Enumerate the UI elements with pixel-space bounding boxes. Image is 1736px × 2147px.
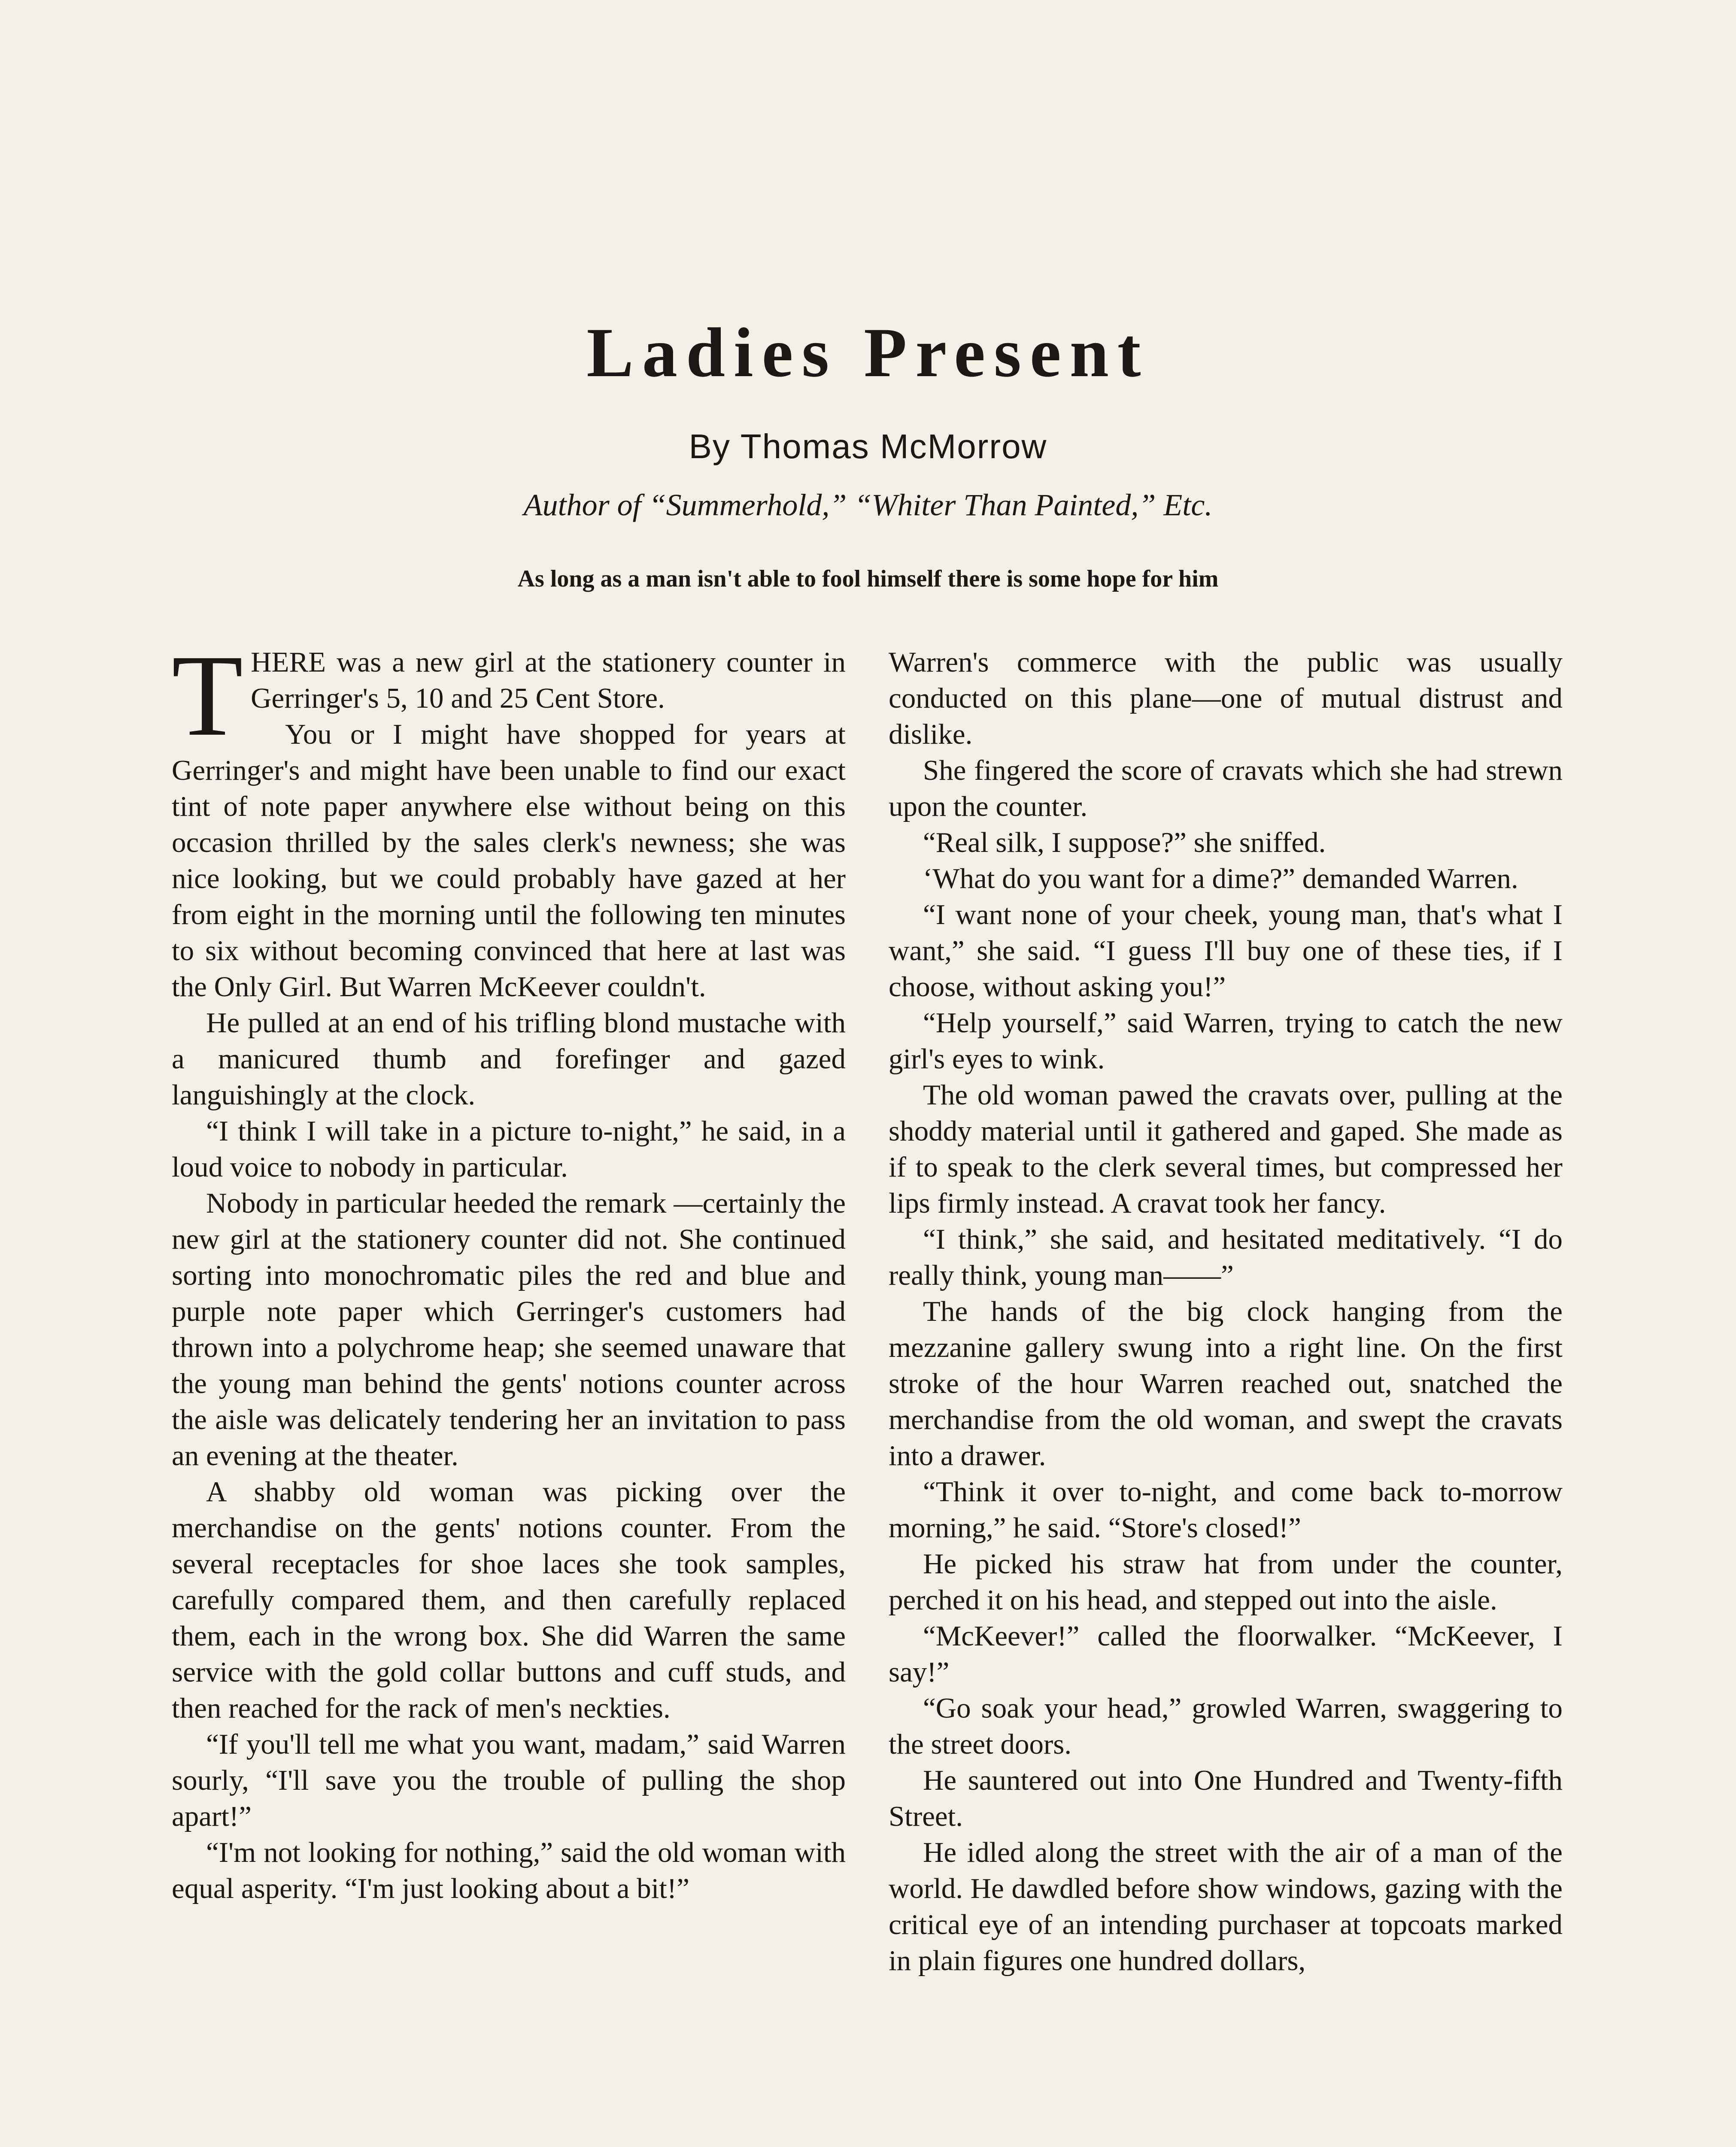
- drop-cap: T: [172, 631, 243, 760]
- paragraph: He picked his straw hat from under the counter, perched it on his head, and stepped out into the aisle.: [889, 1548, 1563, 1616]
- paragraph: She fingered the score of cravats which she had strewn upon the counter.: [889, 754, 1563, 822]
- paragraph: The hands of the big clock hanging from the mezzanine gallery swung into a right line. On the first stroke of the hour Warren reached out, snatched the merchandise from the old woman, and swept the cravats into a drawer.: [889, 1295, 1563, 1472]
- paragraph: “I think I will take in a picture to-night,” he said, in a loud voice to nobody in particular.: [172, 1115, 846, 1183]
- paragraph: “Go soak your head,” growled Warren, swaggering to the street doors.: [889, 1692, 1563, 1760]
- author-credits: Author of “Summerhold,” “Whiter Than Painted,” Etc.: [523, 488, 1213, 522]
- paragraph: “I want none of your cheek, young man, that's what I want,” she said. “I guess I'll buy one of these ties, if I choose, without asking you!”: [889, 899, 1563, 1003]
- paragraph: You or I might have shopped for years at Gerringer's and might have been unable to find our exact tint of note paper anywhere else without being on this occasion thrilled by the sales clerk's newness; she was nice looking, but we could probably have gazed at her from eight in the morning until the following ten minutes to six without becoming convinced that here at last was the Only Girl. But Warren McKeever couldn't.: [172, 718, 846, 1003]
- paragraph: “If you'll tell me what you want, madam,” said Warren sourly, “I'll save you the trouble of pulling the shop apart!”: [172, 1728, 846, 1832]
- paragraph: “Think it over to-night, and come back to-morrow morning,” he said. “Store's closed!”: [889, 1476, 1563, 1544]
- paragraph: He pulled at an end of his trifling blond mustache with a manicured thumb and forefinger and gazed languishingly at the clock.: [172, 1007, 846, 1111]
- left-column: [172, 631, 846, 1907]
- paragraph: “I'm not looking for nothing,” said the old woman with equal asperity. “I'm just looking about a bit!”: [172, 1837, 846, 1904]
- opening-paragraph: [172, 631, 846, 760]
- paragraph: He idled along the street with the air of a man of the world. He dawdled before show windows, gazing with the critical eye of an intending purchaser at topcoats marked in plain figures one hundred dollars,: [889, 1837, 1563, 1977]
- opening-text: HERE was a new girl at the stationery counter in Gerringer's 5, 10 and 25 Cent Store.: [251, 646, 846, 714]
- story-tagline: As long as a man isn't able to fool himself there is some hope for him: [517, 566, 1219, 592]
- story-title: Ladies Present: [586, 314, 1150, 392]
- paragraph: Nobody in particular heeded the remark —certainly the new girl at the stationery counter did not. She continued sorting into monochromatic piles the red and blue and purple note paper which Gerringer's customers had thrown into a polychrome heap; she seemed unaware that the young man behind the gents' notions counter across the aisle was delicately tendering her an invitation to pass an evening at the theater.: [172, 1187, 846, 1472]
- paragraph: He sauntered out into One Hundred and Twenty-fifth Street.: [889, 1764, 1563, 1832]
- right-column: [889, 644, 1563, 1979]
- paragraph: “Help yourself,” said Warren, trying to catch the new girl's eyes to wink.: [889, 1007, 1563, 1075]
- byline: By Thomas McMorrow: [689, 427, 1047, 465]
- paragraph: A shabby old woman was picking over the merchandise on the gents' notions counter. From the several receptacles for shoe laces she took samples, carefully compared them, and then carefully replaced them, each in the wrong box. She did Warren the same service with the gold collar buttons and cuff studs, and then reached for the rack of men's neckties.: [172, 1476, 846, 1724]
- paragraph: “McKeever!” called the floorwalker. “McKeever, I say!”: [889, 1620, 1563, 1688]
- paragraph: The old woman pawed the cravats over, pulling at the shoddy material until it gathered and gaped. She made as if to speak to the clerk several times, but compressed her lips firmly instead. A cravat took her fancy.: [889, 1079, 1563, 1219]
- paragraph: “Real silk, I suppose?” she sniffed.: [923, 827, 1326, 858]
- paragraph: ‘What do you want for a dime?” demanded Warren.: [923, 863, 1518, 894]
- continued-paragraph: Warren's commerce with the public was usually conducted on this plane—one of mutual distrust and dislike.: [889, 646, 1563, 750]
- paragraph: “I think,” she said, and hesitated meditatively. “I do really think, young man——”: [889, 1223, 1563, 1291]
